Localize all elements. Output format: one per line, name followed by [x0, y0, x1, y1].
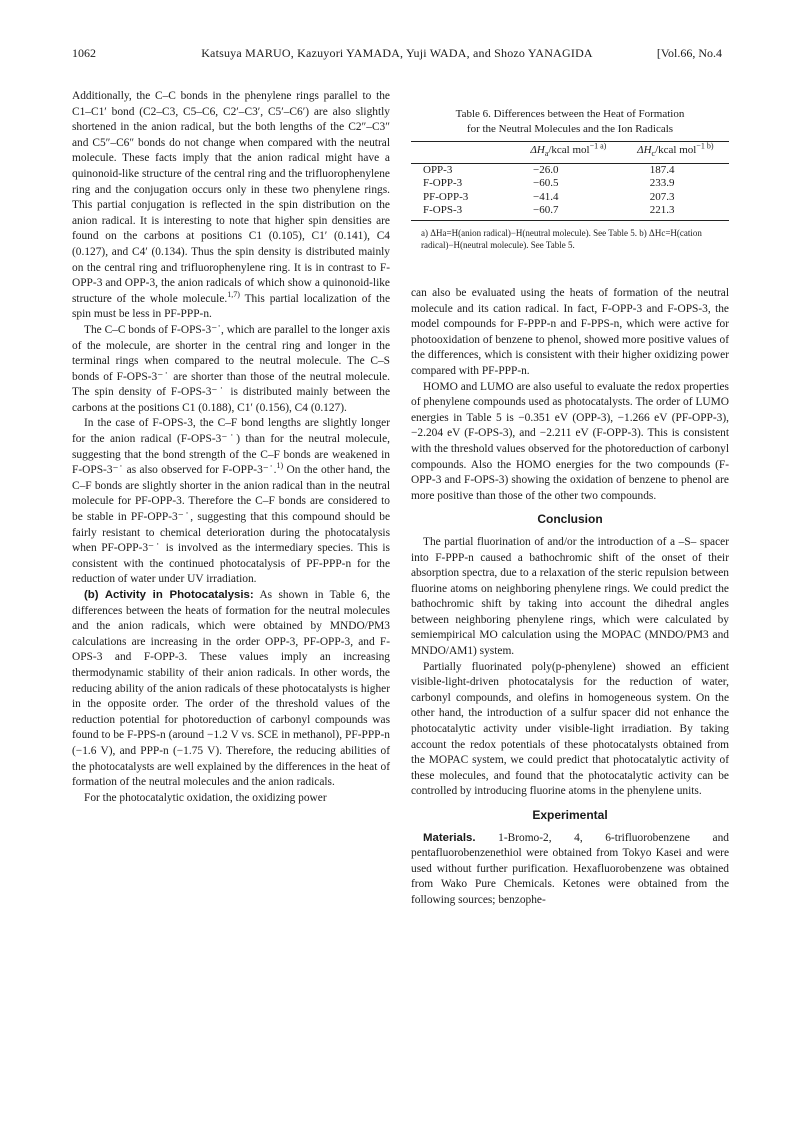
left-column — [72, 89, 390, 806]
table-caption: Table 6. Differences between the Heat of Formation for the Neutral Molecules and the Ion Radicals — [455, 108, 685, 135]
page-number: 1062 — [72, 46, 96, 60]
table-row: OPP-3 −26.0 187.4 — [423, 163, 675, 176]
subsection-heading: (b) Activity in Photocatalysis: — [84, 589, 254, 601]
paragraph: (b) Activity in Photocatalysis: As shown in Table 6, the differences between the heats of formation for the neutral molecules and the anion radicals, which were obtained by MNDO/PM3 calculations are increasing in the order OPP-3, PF-OPP-3, and F-OPS-3 and F-OPP-3. These values imply an increasing thermodynamic stability of their anion radicals. In other words, the reducing ability of the anion radicals of these photocatalysts is higher in the opposite order. The order of the threshold values of the reduction potential for photoreduction of carbonyl compounds was found to be F-PPS-n (around −1.2 V vs. SCE in methanol), PF-PPP-n (−1.6 V), and PPP-n (−1.75 V). Therefore, the reducing abilities of the photocatalysts are well explained by the differences in the heat of formation of the neutral molecules and the anion radicals. — [72, 589, 391, 789]
experimental-heading: Experimental — [532, 808, 608, 822]
running-header — [72, 46, 722, 62]
paragraph: The partial fluorination of and/or the introduction of a –S– spacer into F-PPP-n caused a bathochromic shift of the onset of their absorption spectra, due to a relaxation of the steric repulsion between fluorine atoms on neighboring phenylene rings. We could predict the bathochromic shift by taking into account the dihedral angles between neighboring phenylene rings, which were calculated by semiempirical MO calculation using the MOPAC (MNDO/PM3 and MNDO/AM1) system. — [411, 535, 729, 658]
table-header-dha: $\Delta H_a$/kcal mol$^{-1 a)}$ — [530, 141, 607, 159]
table-row: F-OPS-3 −60.7 221.3 — [411, 204, 729, 220]
paragraph: Materials. 1-Bromo-2, 4, 6-trifluorobenzene and pentafluorobenzenethiol were obtained from Tokyo Kasei and were used without further purification. Hexafluorobenzene was obtained from Wako Pure Chemicals. Ketones were obtained from the following sources; benzophe- — [411, 831, 729, 906]
volume-issue: [Vol.66, No.4 — [656, 46, 722, 60]
table-footnote: a) ΔHa=H(anion radical)−H(neutral molecule). See Table 5. b) ΔHc=H(cation radical)−H(neutral molecule). See Table 5. — [421, 227, 702, 250]
table-row: PF-OPP-3 −41.4 207.3 — [423, 190, 675, 203]
paragraph: For the photocatalytic oxidation, the oxidizing power — [84, 791, 327, 804]
table-grid — [411, 141, 729, 221]
paragraph: HOMO and LUMO are also useful to evaluate the redox properties of phenylene compounds used as photocatalysts. The order of LUMO energies in Table 5 is −0.351 eV (OPP-3), −1.266 eV (PF-OPP-3), −2.204 eV (F-OPS-3), and −2.211 eV (F-OPP-3). This is consistent with the threshold values observed for the photoreduction of carbonyl compounds. Also the HOMO energies for the two compounds (F-OPP-3 and F-OPS-3) showing the oxidation of benzene to phenol are more positive than those of the other two compounds. — [411, 380, 729, 502]
table-header-dhc: $\Delta H_c$/kcal mol$^{-1 b)}$ — [637, 141, 714, 159]
conclusion-heading: Conclusion — [537, 512, 603, 527]
table-6 — [411, 107, 729, 251]
citation: 1) — [276, 461, 284, 471]
paragraph: Additionally, the C–C bonds in the phenylene rings parallel to the C1–C1′ bond (C2–C3, C5–C6, C2′–C3′, C5′–C6′) are also slightly shortened in the anion radical, but the both lengths of the C2″–C3″ and C5″–C6″ bonds do not change when compared with the neutral molecule. These facts imply that the anion radical might have a quinonoid-like structure of the central ring and the trifluorophenylene ring and the conjugation occurs only in these two phenylene rings. This partial conjugation is reflected in the spin distribution on the anion radical. It is interesting to note that higher spin densities are found on the carbons at positions C1 (0.105), C1′ (0.141), C4 (0.127), and C4′ (0.134). Thus the spin density is distributed mainly on the central ring and trifluorophenylene ring. It is in contrast to F-OPP-3 and OPP-3, the anion radicals of which show a quinonoid-like structure of the whole molecule.$^{1,7)}$ This partial localization of the spin must be less in PF-PPP-n. — [72, 90, 391, 321]
subsection-heading: Materials. — [423, 831, 476, 844]
paragraph: The C–C bonds of F-OPS-3⁻˙, which are parallel to the longer axis of the molecule, are shorter in the central ring and longer in the terminal rings when compared to the neutral molecule. The C–S bonds of F-OPS-3⁻˙ are shorter than those of the neutral molecule. The spin density of F-OPS-3⁻˙ is distributed mainly between the carbons at the positions C1 (0.188), C1′ (0.156), C4 (0.127). — [72, 323, 390, 414]
paragraph: Partially fluorinated poly(p-phenylene) showed an efficient visible-light-driven photocatalysis for the reduction of water, carbonyl compounds, and olefins in homogeneous system. On the other hand, the introduction of a sulfur spacer did not enhance the photocatalytic activity under visible-light irradiation. By taking account the redox potentials of these photocatalysts obtained from the MOPAC system, we could predict that photocatalytic activity of these molecules, and found that the photocatalytic activity can be controlled by introducing fluorine atoms in the phenylene units. — [411, 660, 729, 798]
paragraph: In the case of F-OPS-3, the C–F bond lengths are slightly longer for the anion radical (F-OPS-3⁻˙) than for the neutral molecule, suggesting that the bond strength of the C–F bonds are weakened in F-OPS-3⁻˙ as also observed for F-OPP-3⁻˙.$^{1)}$ On the other hand, the C–F bonds are slightly shorter in the anion radical than in the neutral molecule for PF-OPP-3. Therefore the C–F bonds are considered to be stable in PF-OPP-3⁻˙, suggesting that this compound should be fairly resistant to chemical deterioration during the photocatalysis when PF-OPP-3⁻˙ is involved as the intermediary species. This is consistent with the continued photocatalysis of PF-PPP-n for the reduction of water under UV irradiation. — [72, 417, 390, 586]
paragraph: can also be evaluated using the heats of formation of the neutral molecule and its cation radical. In fact, F-OPP-3 and F-OPS-3, the model compounds for F-PPP-n and F-PPS-n, which were active for photooxidation of benzene to phenol, showed more positive values of the differences, which is consistent with their higher oxidizing power compared with PF-PPP-n. — [411, 287, 729, 377]
right-column — [411, 286, 729, 909]
running-authors: Katsuya MARUO, Kazuyori YAMADA, Yuji WADA, and Shozo YANAGIDA — [201, 46, 593, 60]
table-row: F-OPP-3 −60.5 233.9 — [423, 177, 675, 190]
citation: 1,7) — [227, 289, 240, 299]
table-header-blank — [411, 142, 515, 164]
